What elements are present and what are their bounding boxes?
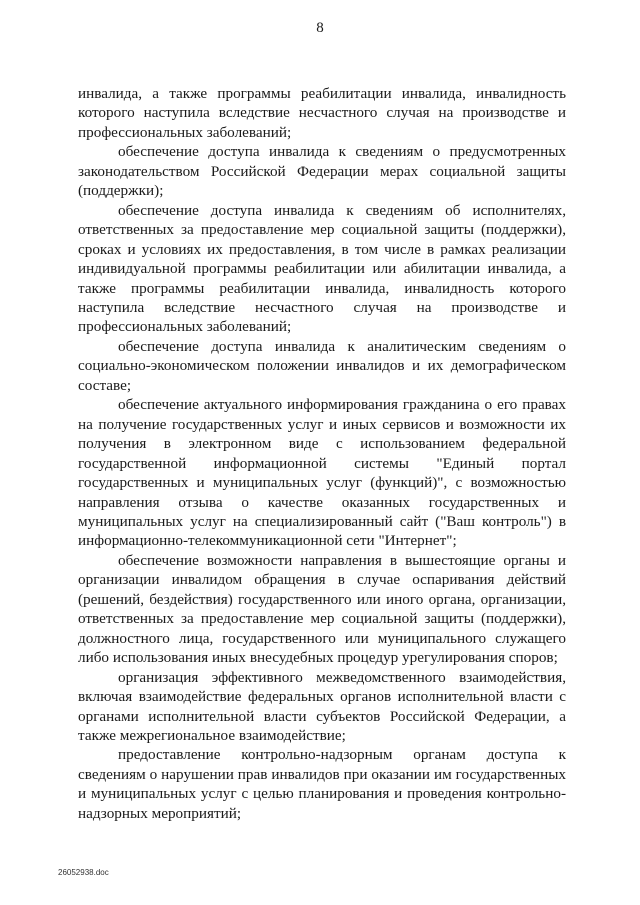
paragraph-analytics-access: обеспечение доступа инвалида к аналитическим сведениям о социально-экономическом положении инвалидов и их демографическом составе; <box>78 337 566 394</box>
paragraph-supervisory-access: предоставление контрольно-надзорным органам доступа к сведениям о нарушении прав инвалидов при оказании им государственных и муниципальных услуг с целью планирования и проведения контрольно-надзорных мероприятий; <box>78 746 566 822</box>
paragraph-citizen-informing: обеспечение актуального информирования гражданина о его правах на получение государственных услуг и иных сервисов и возможности их получения в электронном виде с использованием федеральной государственной информационной системы "Единый портал государственных и муниципальных услуг (функций)", с возможностью направления отзыва о качестве оказанных государственных и муниципальных услуг на специализированный сайт ("Ваш контроль") в информационно-телекоммуникационной сети "Интернет"; <box>78 396 566 550</box>
paragraph-legal-info-access: обеспечение доступа инвалида к сведениям о предусмотренных законодательством Российской Федерации мерах социальной защиты (поддержки); <box>78 143 566 200</box>
paragraph-interagency-interaction: организация эффективного межведомственного взаимодействия, включая взаимодействие федеральных органов исполнительной власти с органами исполнительной власти субъектов Российской Федерации, а также межрегиональное взаимодействие; <box>78 668 566 744</box>
paragraph-continuation: инвалида, а также программы реабилитации инвалида, инвалидность которого наступила вследствие несчастного случая на производстве и профессиональных заболеваний; <box>78 85 566 141</box>
paragraph-executors-info-access: обеспечение доступа инвалида к сведениям об исполнителях, ответственных за предоставление мер социальной защиты (поддержки), сроках и условиях их предоставления, в том числе в рамках реализации индивидуальной программы реабилитации или абилитации инвалида, а также программы реабилитации инвалида, инвалидность которого наступила вследствие несчастного случая на производстве и профессиональных заболеваний; <box>78 201 566 336</box>
document-body <box>78 84 566 823</box>
footer-document-id: 26052938.doc <box>58 868 109 877</box>
paragraph-appeals: обеспечение возможности направления в вышестоящие органы и организации инвалидом обращения в случае оспаривания действий (решений, бездействия) государственного или иного органа, организации, ответственных за предоставление мер социальной защиты (поддержки), должностного лица, государственного или муниципального служащего либо использования иных внесудебных процедур урегулирования споров; <box>78 551 566 667</box>
page-number: 8 <box>316 20 324 36</box>
